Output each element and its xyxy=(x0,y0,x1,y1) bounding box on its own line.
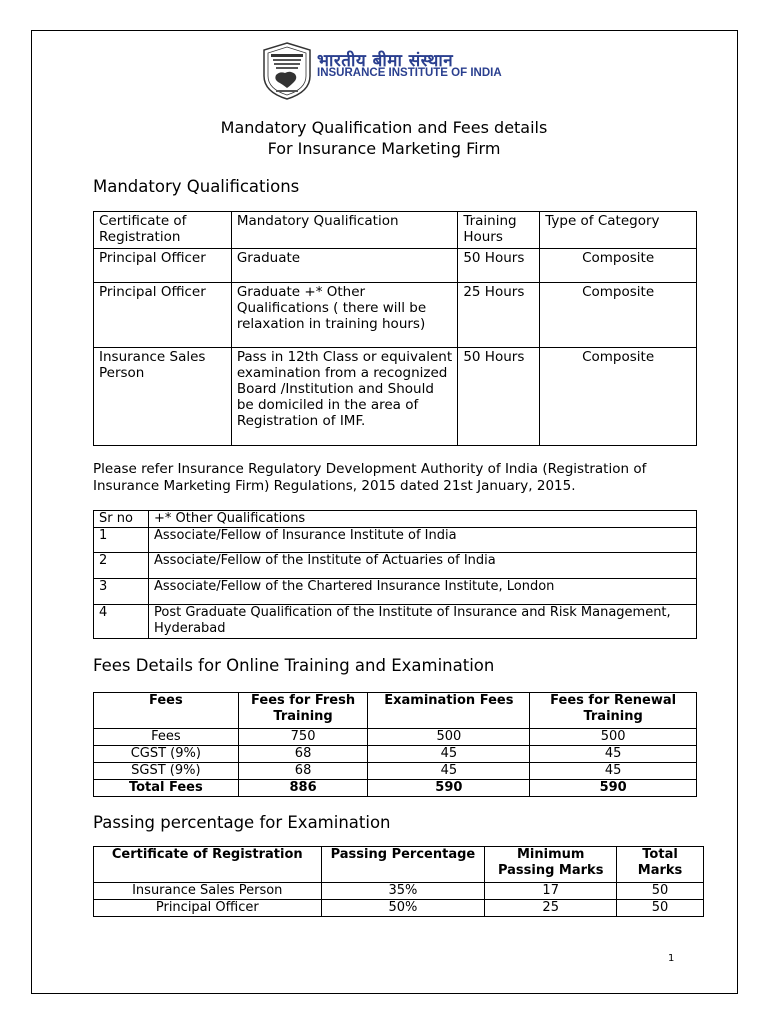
column-header: Type of Category xyxy=(540,212,697,249)
cell-total-marks: 50 xyxy=(617,883,704,900)
table-row xyxy=(94,605,697,639)
fees-heading: Fees Details for Online Training and Examination xyxy=(93,656,495,675)
column-header: Minimum Passing Marks xyxy=(485,847,617,883)
cell-exam: 590 xyxy=(368,780,530,797)
cell-qualification: Associate/Fellow of Insurance Institute of India xyxy=(149,528,697,553)
cell-hours: 50 Hours xyxy=(458,249,540,283)
cell-fresh: 68 xyxy=(238,746,368,763)
cell-percentage: 50% xyxy=(321,900,485,917)
column-header: Certificate of Registration xyxy=(94,847,322,883)
table-row xyxy=(94,348,697,446)
cell-percentage: 35% xyxy=(321,883,485,900)
cell-category: Composite xyxy=(540,249,697,283)
cell-qualification: Associate/Fellow of the Chartered Insurance Institute, London xyxy=(149,579,697,605)
cell-qualification: Post Graduate Qualification of the Institute of Insurance and Risk Management, Hyderabad xyxy=(149,605,697,639)
cell-renewal: 500 xyxy=(530,729,697,746)
regulation-reference-note: Please refer Insurance Regulatory Development Authority of India (Registration of Insurance Marketing Firm) Regulations, 2015 dated 21st January, 2015. xyxy=(93,461,647,494)
table-row xyxy=(94,900,704,917)
table-row xyxy=(94,729,697,746)
cell-renewal: 45 xyxy=(530,746,697,763)
table-header-row xyxy=(94,693,697,729)
column-header: Passing Percentage xyxy=(321,847,485,883)
cell-hours: 25 Hours xyxy=(458,283,540,348)
table-header-row xyxy=(94,847,704,883)
column-header: Training Hours xyxy=(458,212,540,249)
cell-certificate: Insurance Sales Person xyxy=(94,348,232,446)
page-title-line2: For Insurance Marketing Firm xyxy=(267,139,501,158)
column-header: Certificate of Registration xyxy=(94,212,232,249)
cell-sr: 2 xyxy=(94,553,149,579)
cell-sr: 3 xyxy=(94,579,149,605)
cell-exam: 45 xyxy=(368,763,530,780)
column-header: Fees for Renewal Training xyxy=(530,693,697,729)
table-row xyxy=(94,579,697,605)
cell-sr: 1 xyxy=(94,528,149,553)
column-header: Sr no xyxy=(94,511,149,528)
table-row xyxy=(94,283,697,348)
cell-label: CGST (9%) xyxy=(94,746,239,763)
cell-category: Composite xyxy=(540,283,697,348)
table-row xyxy=(94,553,697,579)
cell-exam: 500 xyxy=(368,729,530,746)
cell-qualification: Associate/Fellow of the Institute of Actuaries of India xyxy=(149,553,697,579)
institute-logo xyxy=(262,42,512,102)
fees-table xyxy=(93,692,697,797)
column-header: Fees for Fresh Training xyxy=(238,693,368,729)
cell-fresh: 750 xyxy=(238,729,368,746)
cell-qualification: Pass in 12th Class or equivalent examination from a recognized Board /Institution and Should be domiciled in the area of Registration of IMF. xyxy=(231,348,458,446)
cell-certificate: Principal Officer xyxy=(94,249,232,283)
column-header: +* Other Qualifications xyxy=(149,511,697,528)
cell-certificate: Insurance Sales Person xyxy=(94,883,322,900)
org-name-hindi: भारतीय बीमा संस्थान xyxy=(317,51,454,71)
cell-certificate: Principal Officer xyxy=(94,900,322,917)
qualifications-table xyxy=(93,211,697,446)
table-row xyxy=(94,746,697,763)
table-row xyxy=(94,249,697,283)
cell-min-marks: 17 xyxy=(485,883,617,900)
passing-table xyxy=(93,846,704,917)
cell-label: Fees xyxy=(94,729,239,746)
org-name-english: INSURANCE INSTITUTE OF INDIA xyxy=(317,67,502,79)
cell-fresh: 886 xyxy=(238,780,368,797)
cell-category: Composite xyxy=(540,348,697,446)
column-header: Examination Fees xyxy=(368,693,530,729)
cell-renewal: 590 xyxy=(530,780,697,797)
column-header: Mandatory Qualification xyxy=(231,212,458,249)
table-row-total xyxy=(94,780,697,797)
cell-renewal: 45 xyxy=(530,763,697,780)
cell-hours: 50 Hours xyxy=(458,348,540,446)
cell-label: SGST (9%) xyxy=(94,763,239,780)
page-title-line1: Mandatory Qualification and Fees details xyxy=(220,118,548,137)
cell-min-marks: 25 xyxy=(485,900,617,917)
cell-label: Total Fees xyxy=(94,780,239,797)
table-row xyxy=(94,763,697,780)
cell-qualification: Graduate xyxy=(231,249,458,283)
cell-total-marks: 50 xyxy=(617,900,704,917)
column-header: Fees xyxy=(94,693,239,729)
page-number: 1 xyxy=(668,953,675,964)
column-header: Total Marks xyxy=(617,847,704,883)
cell-fresh: 68 xyxy=(238,763,368,780)
table-header-row xyxy=(94,511,697,528)
table-row xyxy=(94,528,697,553)
cell-sr: 4 xyxy=(94,605,149,639)
cell-exam: 45 xyxy=(368,746,530,763)
institute-seal-icon xyxy=(262,42,312,100)
table-row xyxy=(94,883,704,900)
table-header-row xyxy=(94,212,697,249)
passing-heading: Passing percentage for Examination xyxy=(93,813,391,832)
cell-qualification: Graduate +* Other Qualifications ( there will be relaxation in training hours) xyxy=(231,283,458,348)
qualifications-heading: Mandatory Qualifications xyxy=(93,177,300,196)
other-qualifications-table xyxy=(93,510,697,639)
cell-certificate: Principal Officer xyxy=(94,283,232,348)
